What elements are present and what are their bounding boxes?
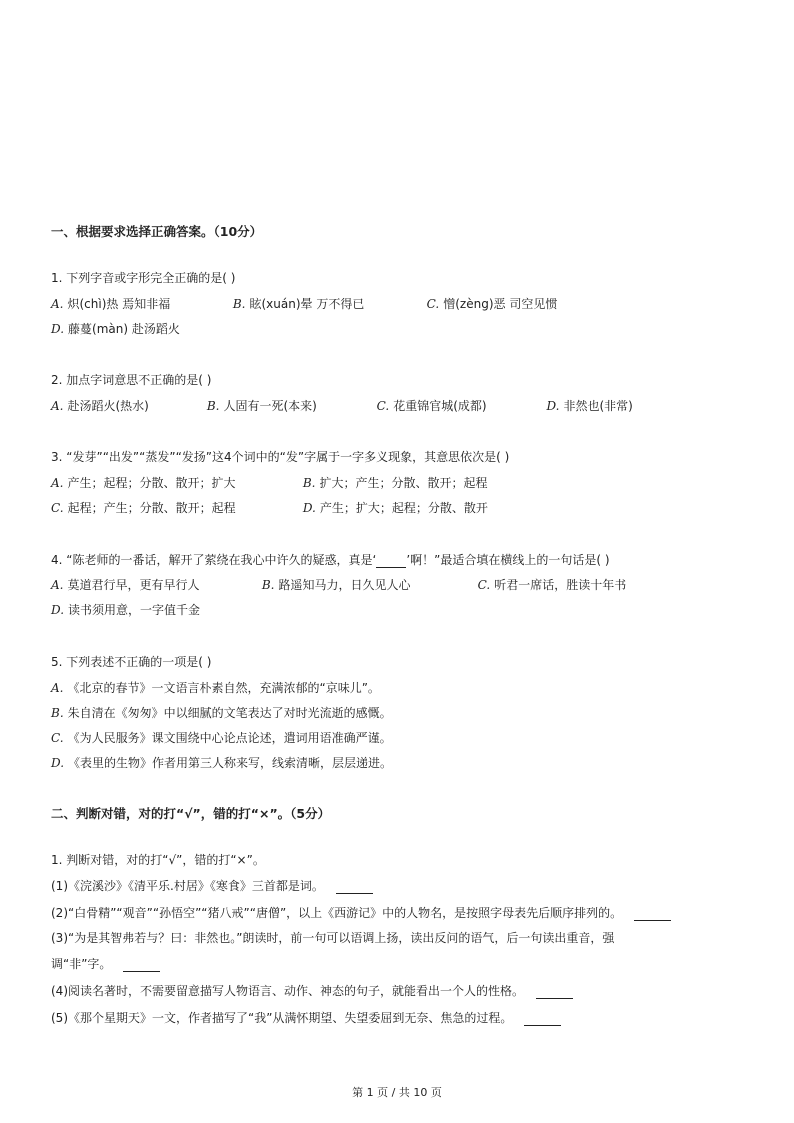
question-4-options-row-1 [51, 577, 626, 593]
option-a: A. 产生；起程；分散、散开；扩大 [51, 476, 236, 490]
option-a: A. 莫道君行早，更有早行人 [51, 578, 200, 592]
option-c: C. 起程；产生；分散、散开；起程 [51, 501, 236, 515]
option-b: B. 眩(xuán)晕 万不得已 [232, 297, 365, 311]
option-d: D. 藤蔓(màn) 赴汤蹈火 [51, 322, 180, 336]
answer-blank [634, 908, 671, 921]
answer-blank [123, 959, 160, 972]
judge-item-4: (4)阅读名著时，不需要留意描写人物语言、动作、神态的句子，就能看出一个人的性格。 [51, 983, 573, 999]
question-4-options-row-2 [51, 602, 200, 618]
option-a: A. 赴汤蹈火(热水) [51, 399, 149, 413]
section-2-title: 二、判断对错，对的打“√”，错的打“×”。（5分） [51, 806, 331, 821]
judge-item-3: (3)“为是其智弗若与？曰：非然也。”朗读时，前一句可以语调上扬，读出反问的语气，后一句读出重音，强 [51, 931, 615, 945]
question-5-stem: 5. 下列表述不正确的一项是( ) [51, 655, 212, 669]
option-c: C. 花重锦官城(成都) [376, 399, 487, 413]
question-1-options-row-1 [51, 296, 557, 312]
option-b: B. 扩大；产生；分散、散开；起程 [302, 476, 488, 490]
option-c: C. 听君一席话，胜读十年书 [477, 578, 627, 592]
option-d: D. 产生；扩大；起程；分散、散开 [302, 501, 488, 515]
fill-blank [376, 555, 406, 568]
question-1-options-row-2 [51, 321, 180, 337]
judge-item-1: (1)《浣溪沙》《清平乐.村居》《寒食》三首都是词。 [51, 878, 373, 894]
option-c: C. 憎(zèng)恶 司空见惯 [426, 297, 558, 311]
section-1-title: 一、根据要求选择正确答案。（10分） [51, 224, 263, 239]
option-d: D. 《表里的生物》作者用第三人称来写，线索清晰，层层递进。 [51, 756, 393, 770]
question-2-stem: 2. 加点字词意思不正确的是( ) [51, 373, 212, 387]
judge-stem: 1. 判断对错，对的打“√”，错的打“×”。 [51, 853, 265, 867]
option-a: A. 《北京的春节》一文语言朴素自然，充满浓郁的“京味儿”。 [51, 681, 380, 695]
page-footer: 第 1 页 / 共 10 页 [352, 1086, 442, 1099]
option-d: D. 非然也(非常) [546, 399, 633, 413]
judge-item-5: (5)《那个星期天》一文，作者描写了“我”从满怀期望、失望委屈到无奈、焦急的过程。 [51, 1010, 561, 1026]
question-3-options-row-1 [51, 475, 487, 491]
judge-item-2: (2)“白骨精”“观音”“孙悟空”“猪八戒”“唐僧”，以上《西游记》中的人物名，是按照字母表先后顺序排列的。 [51, 905, 671, 921]
question-3-stem: 3. “发芽”“出发”“蒸发”“发扬”这4个词中的“发”字属于一字多义现象，其意思依次是( ) [51, 450, 510, 464]
option-b: B. 路遥知马力，日久见人心 [261, 578, 411, 592]
question-1-stem: 1. 下列字音或字形完全正确的是( ) [51, 271, 236, 285]
answer-blank [524, 1013, 561, 1026]
option-b: B. 人固有一死(本来) [206, 399, 317, 413]
option-b: B. 朱自清在《匆匆》中以细腻的文笔表达了对时光流逝的感慨。 [51, 706, 392, 720]
question-2-options-row [51, 398, 633, 414]
question-4-stem: 4. “陈老师的一番话，解开了萦绕在我心中许久的疑惑，真是‘ ’啊！”最适合填在横线上的一句话是( ) [51, 553, 610, 567]
answer-blank [336, 881, 373, 894]
answer-blank [536, 986, 573, 999]
judge-item-3-continued: 调“非”字。 [51, 956, 160, 972]
option-a: A. 炽(chì)热 焉知非福 [51, 297, 171, 311]
option-c: C. 《为人民服务》课文围绕中心论点论述，遣词用语准确严谨。 [51, 731, 392, 745]
option-d: D. 读书须用意，一字值千金 [51, 603, 201, 617]
question-3-options-row-2 [51, 500, 488, 516]
